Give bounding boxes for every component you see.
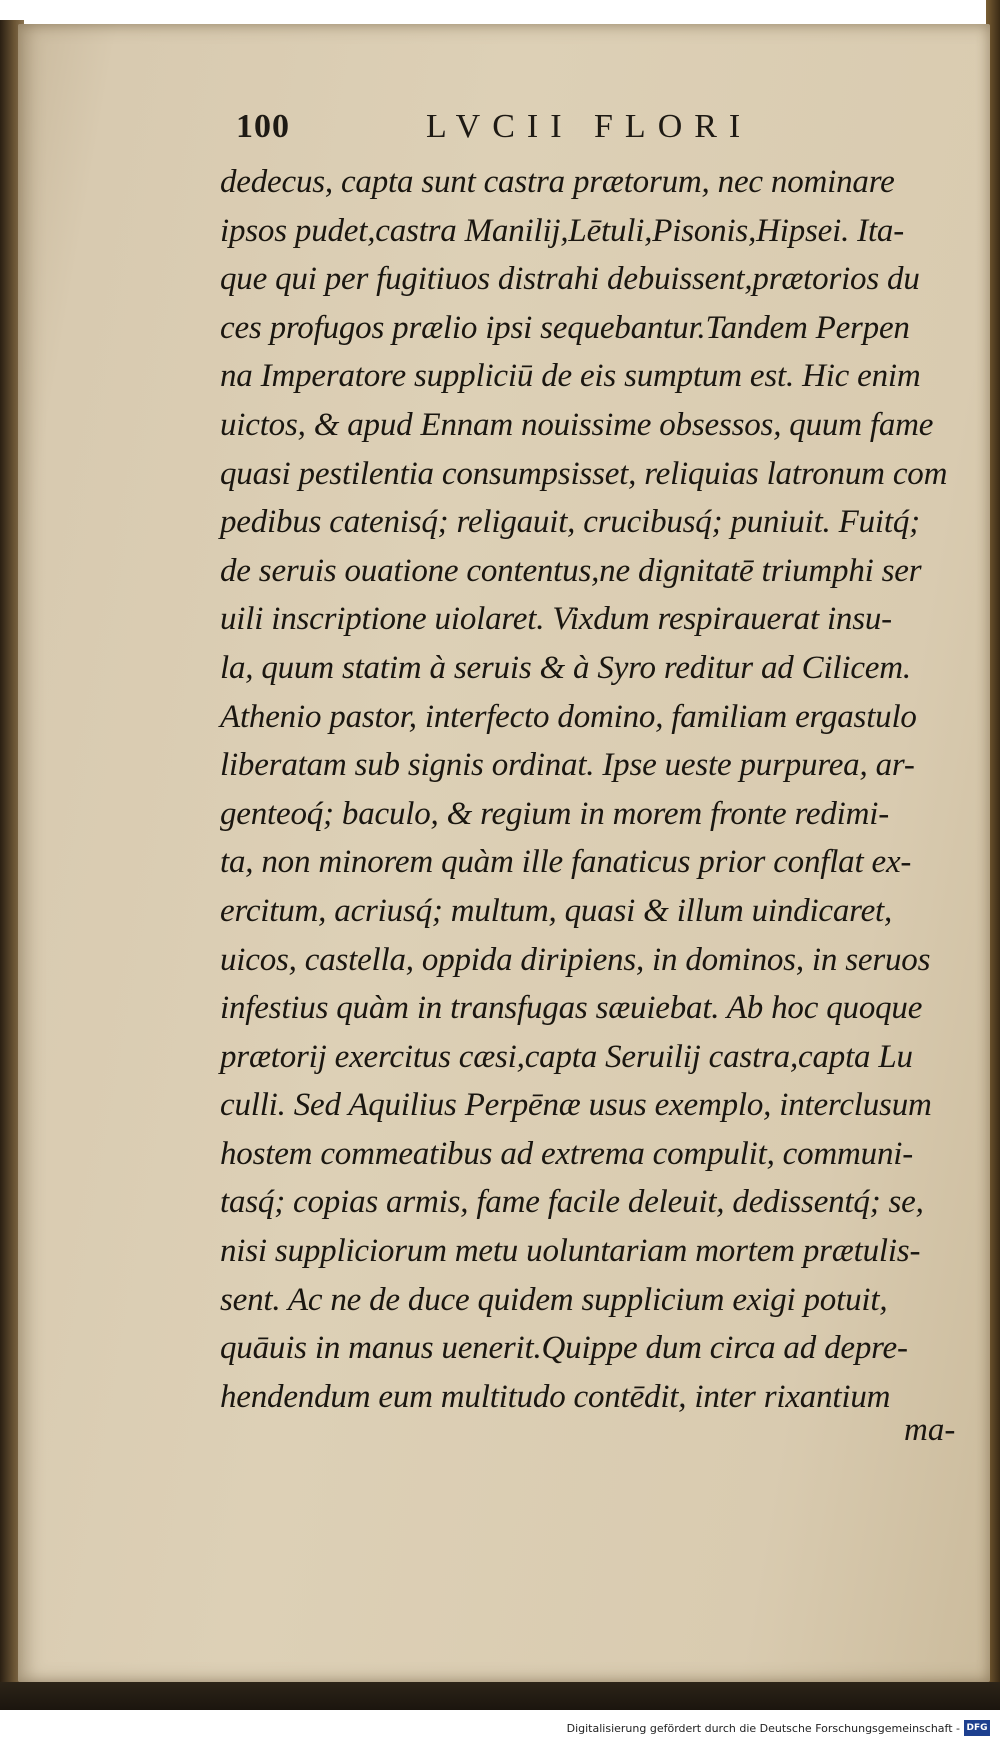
text-line: liberatam sub signis ordinat. Ipse ueste purpurea, ar- xyxy=(220,747,915,784)
text-line: ipsos pudet,castra Manilij,Lētuli,Pisonis,Hipsei. Ita- xyxy=(220,212,905,249)
text-line: genteoq́; baculo, & regium in morem fronte redimi- xyxy=(220,795,890,832)
text-line: sent. Ac ne de duce quidem supplicium exigi potuit, xyxy=(220,1281,888,1318)
text-line: infestius quàm in transfugas sæuiebat. Ab hoc quoque xyxy=(220,990,923,1027)
text-line: hostem commeatibus ad extrema compulit, communi- xyxy=(220,1135,914,1172)
text-line: que qui per fugitiuos distrahi debuissent,prætorios du xyxy=(220,261,920,298)
text-line: uictos, & apud Ennam nouissime obsessos, quum fame xyxy=(220,406,934,443)
page-header xyxy=(236,108,936,158)
digitization-credit: Digitalisierung gefördert durch die Deutsche Forschungsgemeinschaft - xyxy=(566,1722,960,1735)
text-line: uicos, castella, oppida diripiens, in dominos, in seruos xyxy=(220,941,931,978)
text-line: na Imperatore suppliciū de eis sumptum est. Hic enim xyxy=(220,358,921,395)
text-line: nisi suppliciorum metu uoluntariam mortem prætulis- xyxy=(220,1233,921,1270)
text-line: ercitum, acriusq́; multum, quasi & illum uindicaret, xyxy=(220,892,893,929)
text-line: tasq́; copias armis, fame facile deleuit, dedissentq́; se, xyxy=(220,1184,924,1221)
text-line: dedecus, capta sunt castra prætorum, nec nominare xyxy=(220,164,895,200)
text-line: quāuis in manus uenerit.Quippe dum circa ad depre- xyxy=(220,1330,908,1367)
scanner-bed-edge xyxy=(0,1682,1000,1710)
body-text xyxy=(220,158,980,1421)
page-number: 100 xyxy=(236,108,290,145)
text-line: quasi pestilentia consumpsisset, reliquias latronum com xyxy=(220,455,948,492)
text-line: culli. Sed Aquilius Perpēnæ usus exemplo, interclusum xyxy=(220,1087,932,1124)
catchword: ma- xyxy=(904,1412,956,1448)
text-line: pedibus catenisq́; religauit, crucibusq́; puniuit. Fuitq́; xyxy=(220,504,920,541)
dfg-logo-icon: DFG xyxy=(964,1720,990,1736)
text-line: de seruis ouatione contentus,ne dignitatē triumphi ser xyxy=(220,552,922,589)
text-line: ces profugos prælio ipsi sequebantur.Tandem Perpen xyxy=(220,309,910,346)
text-line: uili inscriptione uiolaret. Vixdum respirauerat insu- xyxy=(220,601,892,638)
text-line: ta, non minorem quàm ille fanaticus prior conflat ex- xyxy=(220,844,912,881)
text-line: la, quum statim à seruis & à Syro reditur ad Cilicem. xyxy=(220,649,911,686)
running-head: LVCII FLORI xyxy=(426,108,753,145)
text-line: Athenio pastor, interfecto domino, familiam ergastulo xyxy=(220,698,917,735)
text-line: prætorij exercitus cæsi,capta Seruilij castra,capta Lu xyxy=(220,1038,913,1075)
text-line: hendendum eum multitudo contēdit, inter rixantium xyxy=(220,1378,891,1415)
